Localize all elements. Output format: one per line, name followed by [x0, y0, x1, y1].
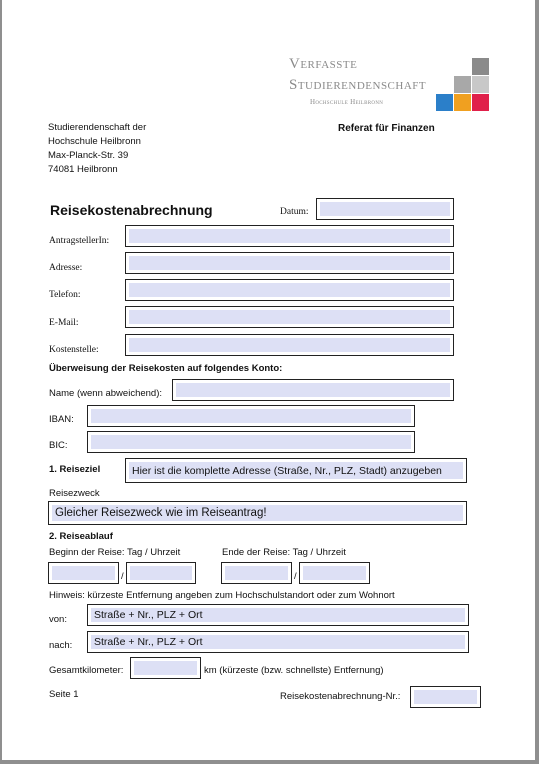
applicant-field[interactable]: [125, 225, 454, 247]
cost-center-field[interactable]: [125, 334, 454, 356]
date-label: Datum:: [280, 207, 309, 217]
claim-number-label: Reisekostenabrechnung-Nr.:: [280, 691, 401, 702]
to-label: nach:: [49, 640, 73, 651]
account-name-field[interactable]: [172, 379, 454, 401]
email-field[interactable]: [125, 306, 454, 328]
email-label: E-Mail:: [49, 318, 79, 328]
department-label: Referat für Finanzen: [338, 123, 435, 134]
logo-square-gray-mid2: [472, 76, 489, 93]
name-label: Name (wenn abweichend):: [49, 388, 163, 399]
section1-label: 1. Reiseziel: [49, 464, 101, 475]
section2-label: 2. Reiseablauf: [49, 531, 113, 542]
phone-field[interactable]: [125, 279, 454, 301]
logo-text-line3: Hochschule Heilbronn: [310, 98, 384, 106]
page-number: Seite 1: [49, 689, 79, 700]
km-label: Gesamtkilometer:: [49, 665, 124, 676]
logo-text-line2: Studierendenschaft: [289, 77, 427, 93]
purpose-field[interactable]: [48, 501, 467, 525]
end-label: Ende der Reise: Tag / Uhrzeit: [222, 547, 346, 558]
from-label: von:: [49, 614, 67, 625]
bic-field[interactable]: [87, 431, 415, 453]
date-field[interactable]: [316, 198, 454, 220]
logo-square-orange: [454, 94, 471, 111]
logo-square-red: [472, 94, 489, 111]
logo-square-gray-top: [472, 58, 489, 75]
start-time-field[interactable]: [126, 562, 196, 584]
address-line3: Max-Planck-Str. 39: [48, 150, 129, 161]
address-line2: Hochschule Heilbronn: [48, 136, 141, 147]
end-slash: /: [294, 571, 297, 582]
distance-hint: Hinweis: kürzeste Entfernung angeben zum Hochschulstandort oder zum Wohnort: [49, 590, 395, 601]
to-value: Straße + Nr., PLZ + Ort: [94, 636, 203, 648]
purpose-value: Gleicher Reisezweck wie im Reiseantrag!: [55, 507, 267, 519]
destination-value: Hier ist die komplette Adresse (Straße, Nr., PLZ, Stadt) anzugeben: [132, 464, 442, 477]
start-slash: /: [121, 571, 124, 582]
start-label: Beginn der Reise: Tag / Uhrzeit: [49, 547, 181, 558]
logo-square-gray-mid1: [454, 76, 471, 93]
end-day-field[interactable]: [221, 562, 292, 584]
iban-field[interactable]: [87, 405, 415, 427]
applicant-label: AntragstellerIn:: [49, 236, 110, 246]
transfer-heading: Überweisung der Reisekosten auf folgendes Konto:: [49, 363, 283, 374]
start-day-field[interactable]: [48, 562, 119, 584]
end-time-field[interactable]: [299, 562, 370, 584]
logo-square-blue: [436, 94, 453, 111]
destination-field[interactable]: [125, 458, 467, 483]
address-label: Adresse:: [49, 263, 83, 273]
km-suffix: km (kürzeste (bzw. schnellste) Entfernung): [204, 665, 384, 676]
km-field[interactable]: [130, 657, 201, 679]
iban-label: IBAN:: [49, 414, 74, 425]
logo-text-line1: Verfasste: [289, 56, 358, 72]
form-page: [2, 0, 535, 760]
from-value: Straße + Nr., PLZ + Ort: [94, 609, 203, 621]
phone-label: Telefon:: [49, 290, 81, 300]
bic-label: BIC:: [49, 440, 68, 451]
address-line1: Studierendenschaft der: [48, 122, 147, 133]
purpose-label: Reisezweck: [49, 488, 100, 499]
address-field[interactable]: [125, 252, 454, 274]
from-field[interactable]: [87, 604, 469, 626]
address-line4: 74081 Heilbronn: [48, 164, 118, 175]
to-field[interactable]: [87, 631, 469, 653]
claim-number-field[interactable]: [410, 686, 481, 708]
form-title: Reisekostenabrechnung: [50, 202, 213, 218]
cost-center-label: Kostenstelle:: [49, 345, 99, 355]
